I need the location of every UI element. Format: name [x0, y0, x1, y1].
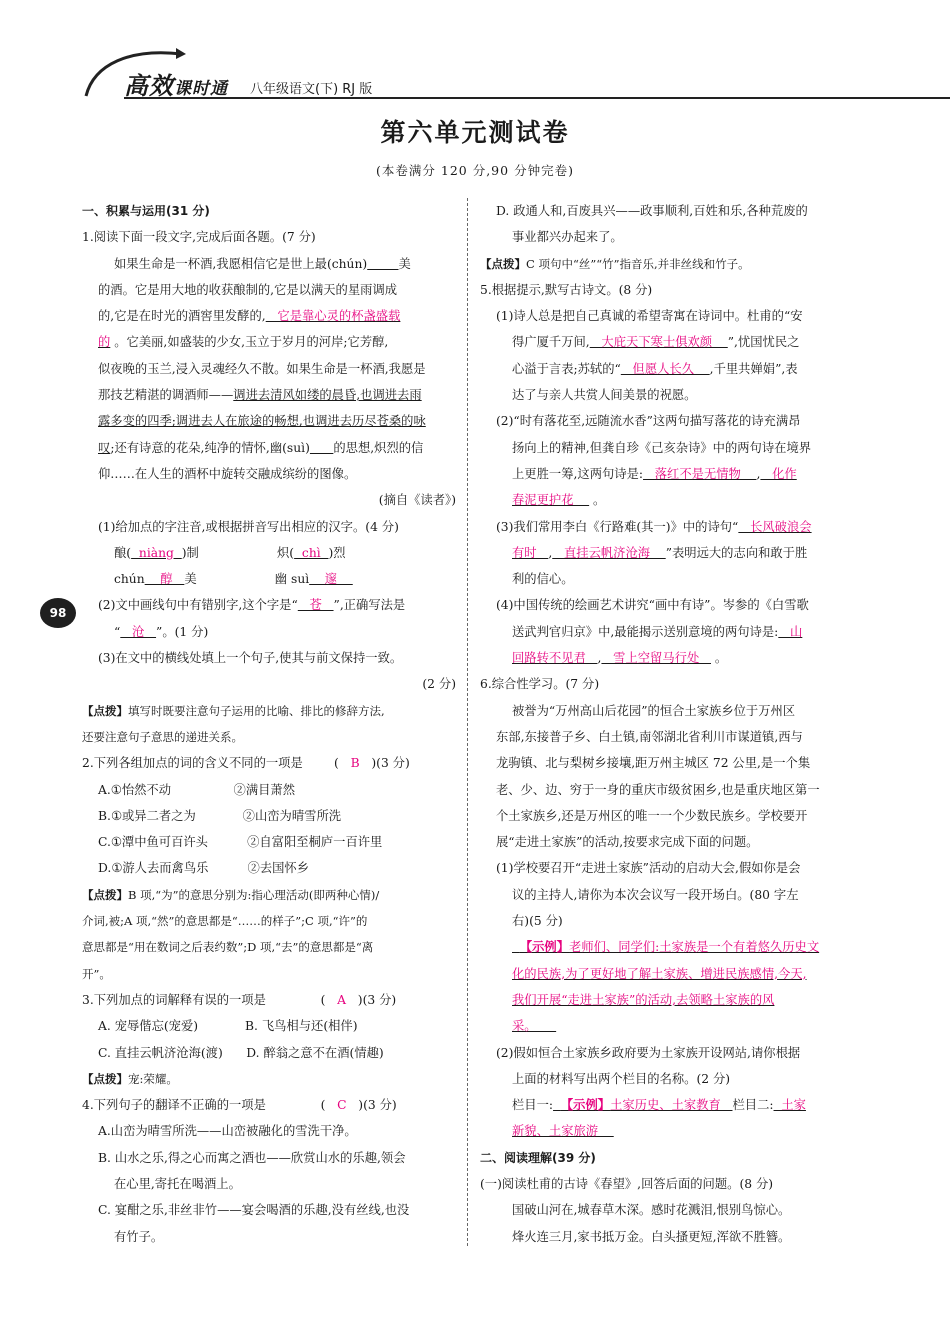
text-line: (2)文中画线句中有错别字,这个字是“ 苍 ”,正确写法是 — [98, 598, 406, 613]
text-line: 叹;还有诗意的花朵,纯净的情怀,幽(suì) 的思想,炽烈的信 — [98, 440, 424, 455]
text-line: 【示例】老师们、同学们:土家族是一个有着悠久历史文 — [519, 939, 820, 955]
text-line: 送武判官归京》中,最能揭示送别意境的两句诗是: 山 — [512, 624, 803, 639]
text-line: 展“走进土家族”的活动,按要求完成下面的问题。 — [496, 835, 759, 850]
text-line: 达了与亲人共赏人间美景的祝愿。 — [512, 388, 697, 403]
text-line: 在心里,寄托在喝酒上。 — [114, 1176, 241, 1191]
text-line: A. 宠辱偕忘(宠爱) B. 飞鸟相与还(相伴) — [98, 1019, 358, 1034]
text-line: 还要注意句子意思的递进关系。 — [82, 729, 243, 744]
text-line: 开”。 — [82, 966, 111, 981]
text-line: (一)阅读杜甫的古诗《春望》,回答后面的问题。(8 分) — [480, 1176, 774, 1191]
text-line: (2 分) — [422, 677, 456, 692]
text-line: A.山峦为晴雪所洗——山峦被融化的雪洗干净。 — [98, 1124, 357, 1139]
text-line: 的,它是在时光的酒窖里发酵的, 它是靠心灵的杯盏盛载 — [98, 309, 401, 324]
header-rule — [124, 97, 950, 99]
brand-big: 高效 — [124, 71, 174, 100]
text-line: 【点拨】B 项,“为”的意思分别为:指心理活动(即两种心情)/ — [82, 887, 380, 902]
page-title: 第六单元测试卷 — [380, 118, 570, 147]
text-line: chún 醇 美 幽 suì 邃 — [114, 572, 353, 587]
text-line: 上面的材料写出两个栏目的名称。(2 分) — [512, 1071, 731, 1086]
text-line: B. 山水之乐,得之心而寓之酒也——欣赏山水的乐趣,领会 — [98, 1150, 406, 1165]
text-line: (1)学校要召开“走进土家族”活动的启动大会,假如你是会 — [496, 861, 801, 876]
text-line: 二、阅读理解(39 分) — [480, 1150, 596, 1165]
text-line: (4)中国传统的绘画艺术讲究“画中有诗”。岑参的《白雪歌 — [496, 598, 809, 613]
text-line: 一、积累与运用(31 分) — [82, 204, 210, 218]
text-line: (1)给加点的字注音,或根据拼音写出相应的汉字。(4 分) — [98, 519, 399, 534]
left-column — [82, 198, 456, 1250]
text-line: (摘自《读者》) — [378, 493, 456, 508]
text-line: 栏目一: 【示例】土家历史、土家教育 栏目二: 土家 — [512, 1097, 806, 1113]
text-line: 那技艺精湛的调酒师——调进去清风如缕的晨昏,也调进去雨 — [98, 388, 422, 403]
text-line: 意思都是“用在数词之后表约数”;D 项,“去”的意思都是“离 — [82, 940, 374, 955]
text-line: 上更胜一筹,这两句诗是: 落红不是无情物 , 化作 — [512, 466, 797, 481]
text-line: 的酒。它是用大地的收获酿制的,它是以满天的星雨调成 — [98, 282, 398, 297]
text-line: 被誉为“万州高山后花园”的恒合土家族乡位于万州区 — [512, 703, 796, 718]
text-line: 新貌、土家旅游 — [512, 1124, 614, 1139]
text-line: 【点拨】宠:荣耀。 — [82, 1071, 178, 1086]
text-line: 心溢于言表;苏轼的“ 但愿人长久 ,千里共婵娟”,表 — [512, 361, 798, 376]
text-line: D.①游人去而禽鸟乐 ②去国怀乡 — [98, 861, 310, 876]
brand-small: 课时通 — [174, 79, 228, 99]
text-line: 春泥更护花 。 — [512, 493, 606, 508]
text-line: (2)“时有落花至,远随流水香”这两句描写落花的诗充满昂 — [496, 414, 801, 429]
text-line: 6.综合性学习。(7 分) — [480, 677, 600, 692]
text-line: 利的信心。 — [512, 572, 574, 587]
text-line: 烽火连三月,家书抵万金。白头搔更短,浑欲不胜簪。 — [512, 1229, 791, 1244]
text-line: 东部,东接普子乡、白土镇,南邻湖北省利川市谋道镇,西与 — [496, 729, 803, 744]
text-line: 5.根据提示,默写古诗文。(8 分) — [480, 282, 653, 297]
text-line: C.①潭中鱼可百许头 ②自富阳至桐庐一百许里 — [98, 835, 383, 850]
text-line: 露多变的四季;调进去人在旅途的畅想,也调进去历尽苍桑的咏 — [98, 414, 426, 429]
text-line: (1)诗人总是把自己真诚的希望寄寓在诗词中。杜甫的“安 — [496, 309, 803, 324]
brand-title — [124, 66, 228, 101]
text-line: 【点拨】填写时既要注意句子运用的比喻、排比的修辞方法, — [82, 703, 385, 718]
subject-label: 八年级语文(下) RJ 版 — [250, 82, 373, 97]
text-line: 采。 — [512, 1019, 557, 1034]
text-line: 扬向上的精神,但龚自珍《己亥杂诗》中的两句诗在境界 — [512, 440, 812, 455]
text-line: 介词,被;A 项,“然”的意思都是“……的样子”;C 项,“许”的 — [82, 914, 368, 929]
page-subtitle: (本卷满分 120 分,90 分钟完卷) — [376, 163, 574, 178]
text-line: 议的主持人,请你为本次会议写一段开场白。(80 字左 — [512, 887, 799, 902]
text-line: B.①或异二者之为 ②山峦为晴雪所洗 — [98, 808, 342, 823]
text-line: (3)在文中的横线处填上一个句子,使其与前文保持一致。 — [98, 651, 403, 666]
column-divider — [467, 198, 468, 1246]
text-line: 个土家族乡,还是万州区的唯一一个少数民族乡。学校要开 — [496, 808, 808, 823]
text-line: D. 政通人和,百废具兴——政事顺利,百姓和乐,各种荒废的 — [496, 204, 808, 218]
text-line: 回路转不见君 , 雪上空留马行处 。 — [512, 651, 728, 666]
text-line: 酿( niàng )制 炽( chì )烈 — [114, 545, 346, 560]
text-line: 事业都兴办起来了。 — [512, 230, 623, 245]
right-column — [480, 198, 854, 1250]
text-line: 化的民族,为了更好地了解土家族、增进民族感情,今天, — [512, 966, 807, 981]
text-line: C. 直挂云帆济沧海(渡) D. 醉翁之意不在酒(情趣) — [98, 1045, 384, 1060]
text-line: 1.阅读下面一段文字,完成后面各题。(7 分) — [82, 230, 316, 245]
text-line: 的 。它美丽,如盛装的少女,玉立于岁月的河岸;它芳醇, — [98, 335, 389, 350]
text-line: 我们开展“走进土家族”的活动,去领略土家族的风 — [512, 992, 775, 1007]
text-line: 3.下列加点的词解释有误的一项是 ( A )(3 分) — [82, 992, 397, 1007]
text-line: 如果生命是一杯酒,我愿相信它是世上最(chún) 美 — [114, 256, 411, 271]
text-line: 4.下列句子的翻译不正确的一项是 ( C )(3 分) — [82, 1098, 397, 1113]
text-line: 老、少、边、穷于一身的重庆市级贫困乡,也是重庆地区第一 — [496, 782, 820, 797]
text-line: (2)假如恒合土家族乡政府要为土家族开设网站,请你根据 — [496, 1045, 801, 1060]
text-line: 有竹子。 — [114, 1229, 164, 1244]
text-line: 右)(5 分) — [512, 914, 563, 929]
text-line: “ 沧 ”。(1 分) — [114, 624, 209, 639]
page-header — [80, 44, 950, 104]
page-number-badge: 98 — [40, 598, 76, 628]
text-line: 龙驹镇、北与梨树乡接壤,距万州主城区 72 公里,是一个集 — [496, 756, 811, 771]
text-line: 得广厦千万间, 大庇天下寒士俱欢颜 ”,忧国忧民之 — [512, 335, 800, 350]
text-line: 似夜晚的玉兰,浸入灵魂经久不散。如果生命是一杯酒,我愿是 — [98, 361, 426, 376]
text-line: C. 宴酣之乐,非丝非竹——宴会喝酒的乐趣,没有丝线,也没 — [98, 1203, 410, 1218]
text-line: 有时 , 直挂云帆济沧海 ”表明远大的志向和敢于胜 — [512, 545, 808, 560]
text-line: 2.下列各组加点的词的含义不同的一项是 ( B )(3 分) — [82, 756, 410, 771]
text-line: (3)我们常用李白《行路难(其一)》中的诗句“ 长风破浪会 — [496, 519, 812, 534]
text-line: 仰……在人生的酒杯中旋转交融成缤纷的图像。 — [98, 466, 357, 481]
text-line: 【点拨】C 项句中“丝”“竹”指音乐,并非丝线和竹子。 — [480, 256, 750, 271]
text-line: A.①怡然不动 ②满目萧然 — [98, 782, 296, 797]
text-line: 国破山河在,城春草木深。感时花溅泪,恨别鸟惊心。 — [512, 1203, 791, 1218]
